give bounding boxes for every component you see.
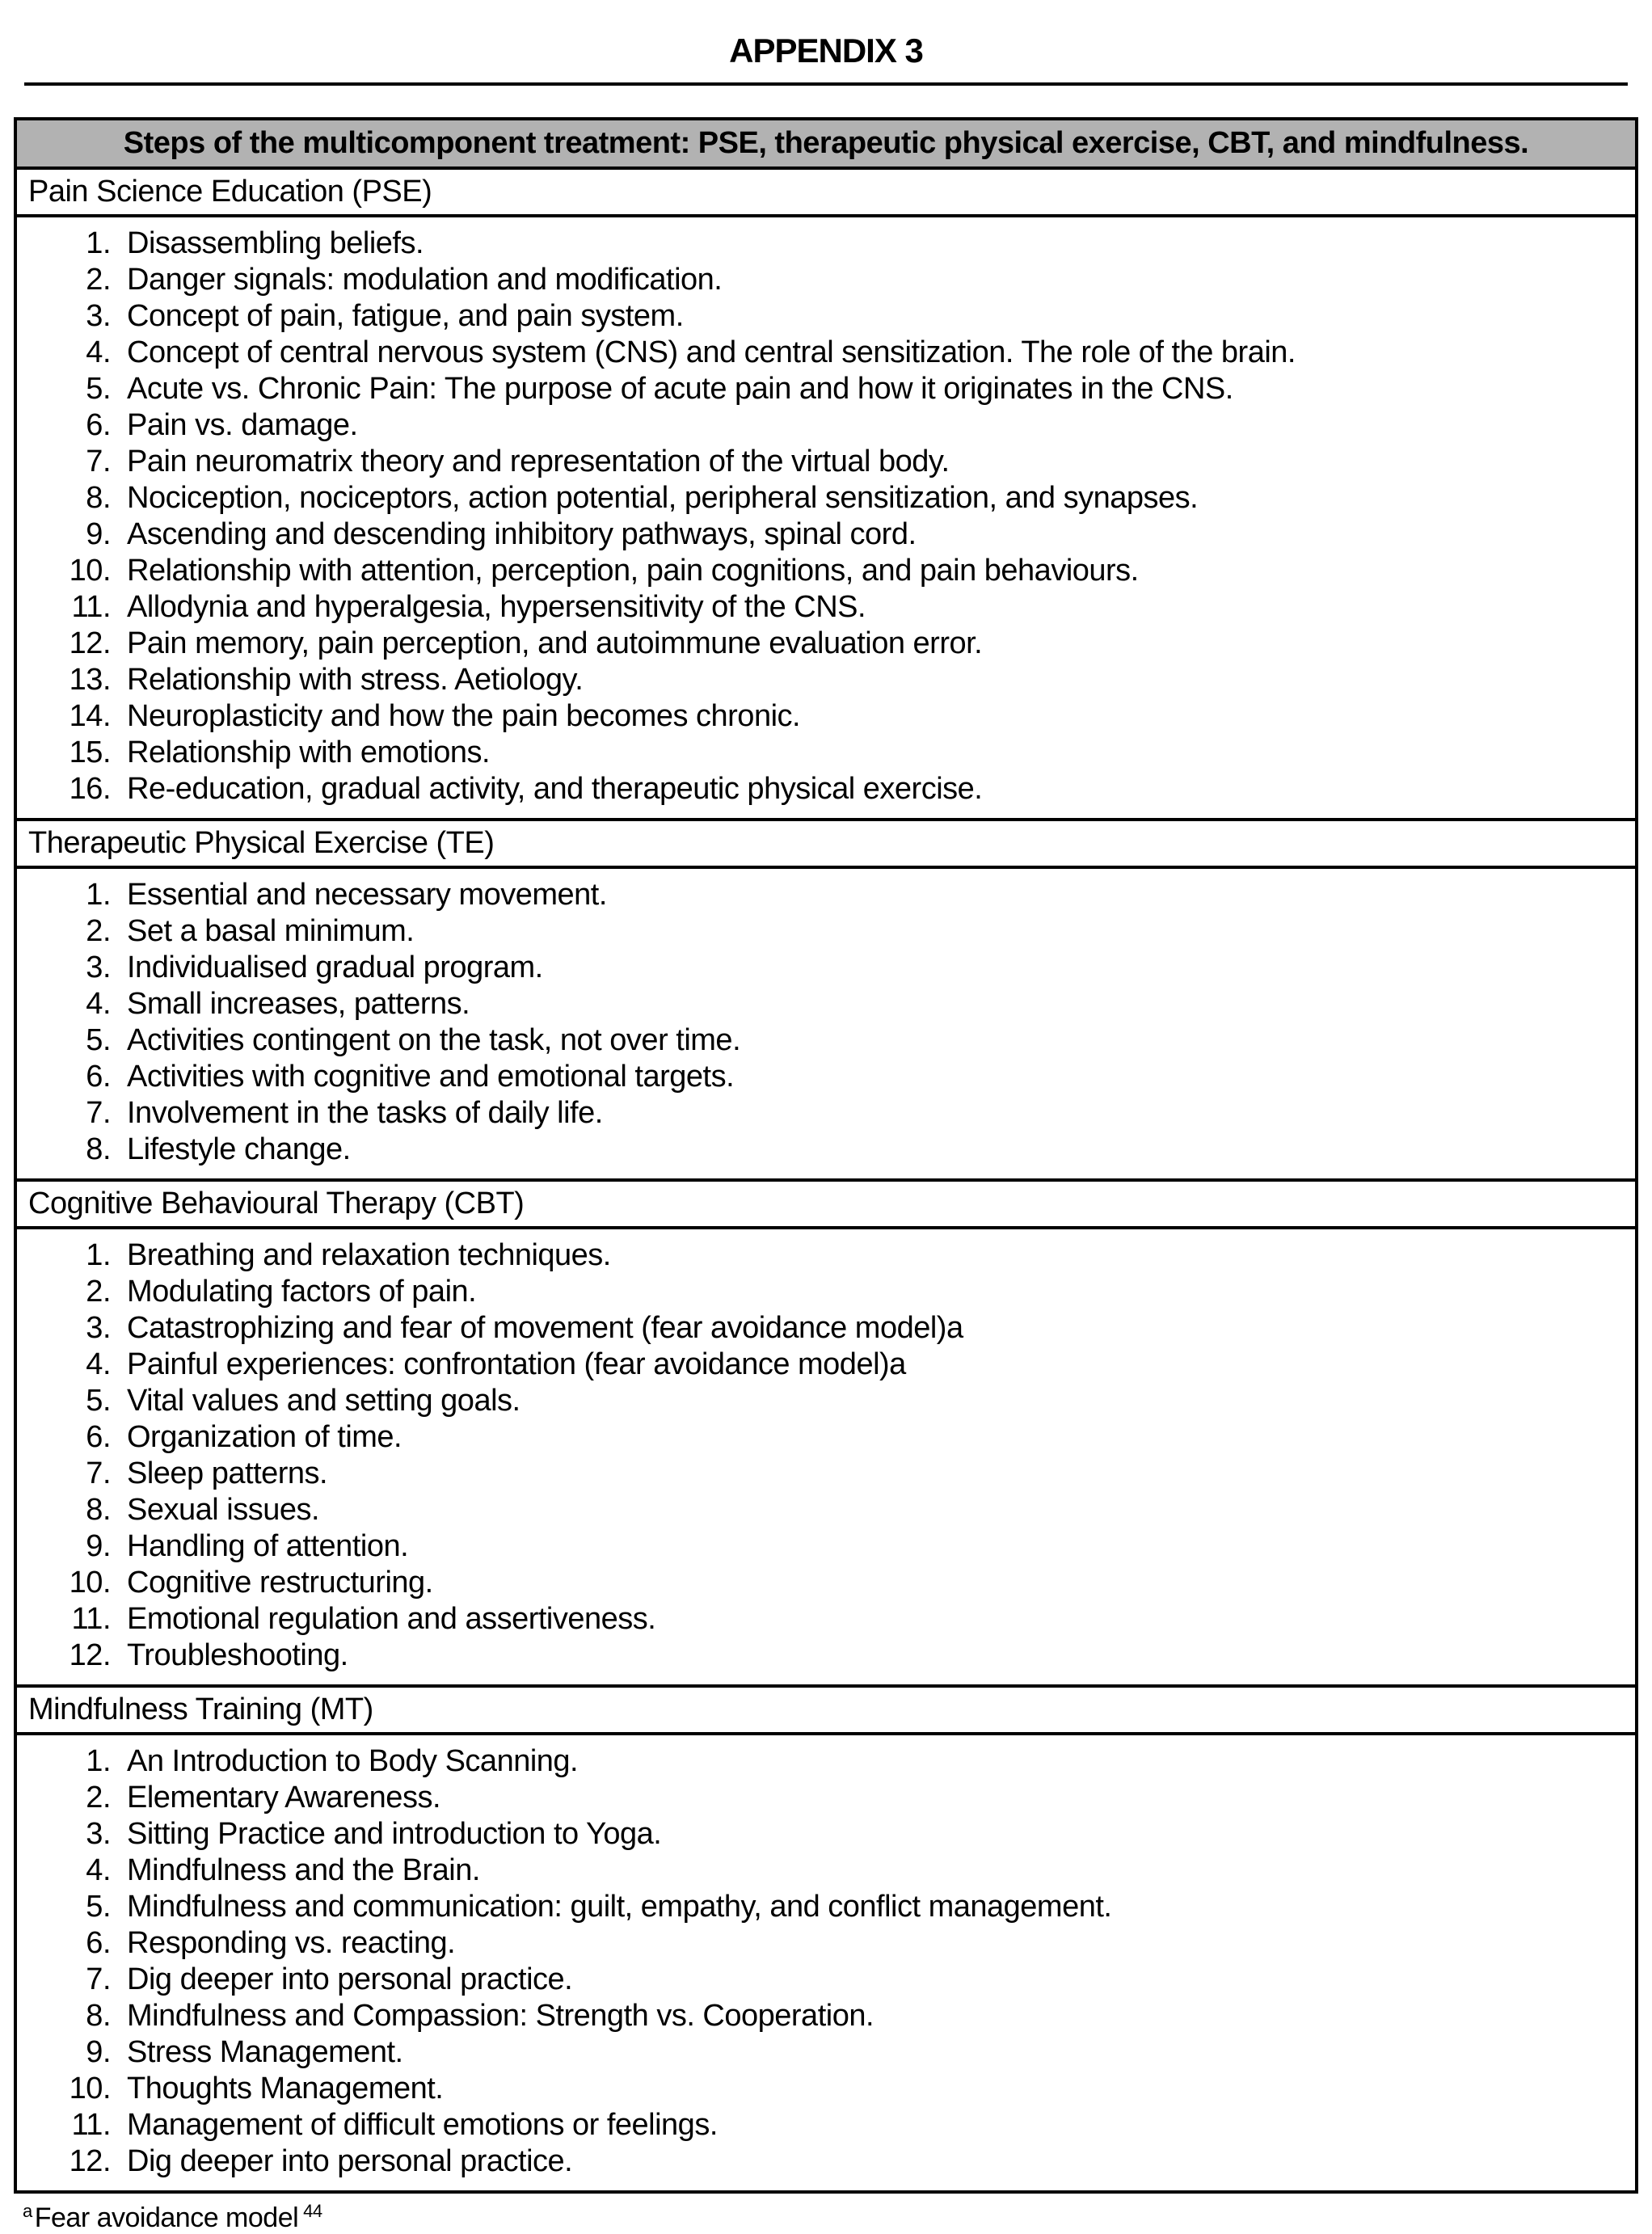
- list-item: Relationship with stress. Aetiology.: [127, 663, 584, 697]
- list-item: Essential and necessary movement.: [127, 878, 607, 912]
- section-list-cbt: [17, 1229, 1635, 1688]
- section-title-te: Therapeutic Physical Exercise (TE): [17, 821, 1635, 869]
- list-item: Management of difficult emotions or feelings.: [127, 2108, 718, 2142]
- list-item: Activities contingent on the task, not over time.: [127, 1023, 741, 1057]
- list-item: Set a basal minimum.: [127, 914, 415, 948]
- section-list-pse: [17, 217, 1635, 821]
- list-item: Activities with cognitive and emotional targets.: [127, 1060, 735, 1094]
- list-item: Thoughts Management.: [127, 2072, 444, 2105]
- list-item: Mindfulness and communication: guilt, empathy, and conflict management.: [127, 1890, 1112, 1924]
- section-title-mt: Mindfulness Training (MT): [17, 1688, 1635, 1735]
- list-item: Painful experiences: confrontation (fear avoidance model)a: [127, 1347, 906, 1381]
- list-item: Emotional regulation and assertiveness.: [127, 1602, 656, 1636]
- list-item: Dig deeper into personal practice.: [127, 1962, 573, 1996]
- list-item: Stress Management.: [127, 2035, 403, 2069]
- list-item: An Introduction to Body Scanning.: [127, 1744, 579, 1778]
- section-title-pse: Pain Science Education (PSE): [17, 170, 1635, 217]
- list-item: Breathing and relaxation techniques.: [127, 1238, 611, 1272]
- list-item: Individualised gradual program.: [127, 951, 543, 984]
- list-item: Pain memory, pain perception, and autoimmune evaluation error.: [127, 626, 983, 660]
- list-item: Relationship with emotions.: [127, 736, 491, 769]
- list-item: Vital values and setting goals.: [127, 1384, 520, 1418]
- list-item: Lifestyle change.: [127, 1132, 351, 1166]
- list-item: Re-education, gradual activity, and therapeutic physical exercise.: [127, 772, 983, 806]
- title-divider: [24, 82, 1628, 86]
- list-item: Dig deeper into personal practice.: [127, 2144, 573, 2178]
- list-item: Acute vs. Chronic Pain: The purpose of acute pain and how it originates in the CNS.: [127, 372, 1233, 406]
- footnote-marker: a: [23, 2200, 32, 2221]
- list-item: Relationship with attention, perception, pain cognitions, and pain behaviours.: [127, 554, 1139, 588]
- list-item: Pain neuromatrix theory and representation of the virtual body.: [127, 445, 950, 478]
- section-list-te: [17, 869, 1635, 1182]
- list-item: Sexual issues.: [127, 1493, 320, 1527]
- treatment-table: [14, 117, 1638, 2194]
- list-item: Troubleshooting.: [127, 1638, 348, 1672]
- list-item: Mindfulness and the Brain.: [127, 1853, 480, 1887]
- list-item: Nociception, nociceptors, action potential, peripheral sensitization, and synapses.: [127, 481, 1199, 515]
- list-item: Disassembling beliefs.: [127, 226, 424, 260]
- list-item: Involvement in the tasks of daily life.: [127, 1096, 603, 1130]
- footnote: [23, 2202, 1652, 2234]
- list-item: Organization of time.: [127, 1420, 402, 1454]
- list-item: Mindfulness and Compassion: Strength vs. Cooperation.: [127, 1999, 874, 2033]
- list-item: Neuroplasticity and how the pain becomes chronic.: [127, 699, 801, 733]
- list-item: Elementary Awareness.: [127, 1781, 440, 1815]
- list-item: Sitting Practice and introduction to Yoga.: [127, 1817, 662, 1851]
- list-item: Catastrophizing and fear of movement (fear avoidance model)a: [127, 1311, 963, 1345]
- list-item: Allodynia and hyperalgesia, hypersensitivity of the CNS.: [127, 590, 866, 624]
- list-item: Responding vs. reacting.: [127, 1926, 456, 1960]
- section-list-mt: [17, 1735, 1635, 2190]
- section-title-cbt: Cognitive Behavioural Therapy (CBT): [17, 1182, 1635, 1229]
- list-item: Handling of attention.: [127, 1529, 409, 1563]
- list-item: Sleep patterns.: [127, 1456, 328, 1490]
- page-title: APPENDIX 3: [729, 32, 923, 70]
- list-item: Danger signals: modulation and modification.: [127, 263, 723, 297]
- list-item: Concept of central nervous system (CNS) and central sensitization. The role of the brain.: [127, 335, 1296, 369]
- list-item: Modulating factors of pain.: [127, 1275, 477, 1309]
- list-item: Cognitive restructuring.: [127, 1566, 433, 1600]
- list-item: Concept of pain, fatigue, and pain system.: [127, 299, 684, 333]
- footnote-text: Fear avoidance model: [34, 2202, 299, 2233]
- table-header: Steps of the multicomponent treatment: PSE, therapeutic physical exercise, CBT, and mindfulness.: [17, 120, 1635, 170]
- list-item: Pain vs. damage.: [127, 408, 358, 442]
- footnote-reference-number: 44: [303, 2200, 322, 2221]
- list-item: Small increases, patterns.: [127, 987, 470, 1021]
- list-item: Ascending and descending inhibitory pathways, spinal cord.: [127, 517, 917, 551]
